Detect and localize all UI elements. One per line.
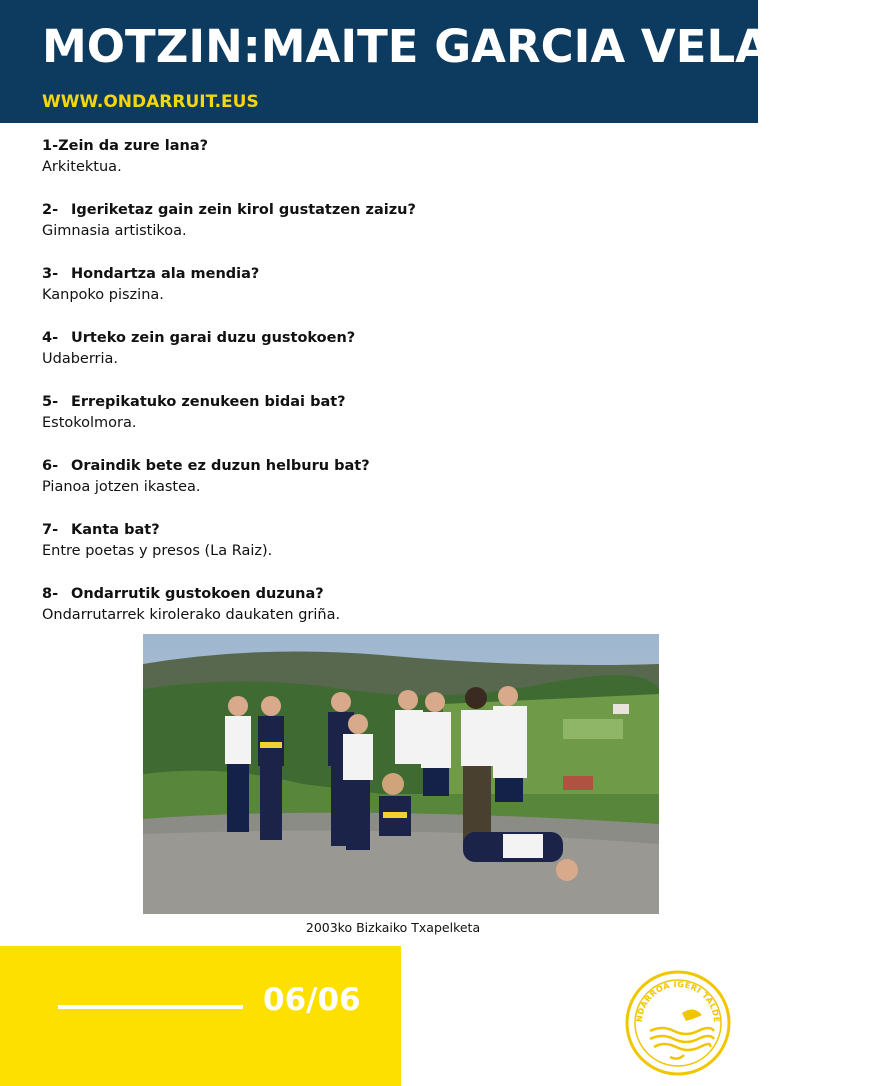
footer-band [0, 946, 401, 1086]
qa-item-2 [42, 200, 682, 242]
question-text: Kanta bat? [71, 522, 160, 538]
question-number: 1- [42, 138, 59, 154]
qa-item-4 [42, 328, 682, 370]
question [42, 456, 682, 476]
question-text: Hondartza ala mendia? [71, 266, 260, 282]
question-number: 3- [42, 266, 59, 282]
question [42, 328, 682, 348]
answer: Arkitektua. [42, 159, 122, 175]
question [42, 136, 682, 156]
team-photo [143, 634, 659, 914]
answer: Ondarrutarrek kirolerako daukaten griña. [42, 607, 341, 623]
question-text: Oraindik bete ez duzun helburu bat? [71, 458, 370, 474]
answer: Pianoa jotzen ikastea. [42, 479, 201, 495]
answer: Estokolmora. [42, 415, 137, 431]
website-link[interactable]: WWW.ONDARRUIT.EUS [42, 92, 259, 112]
page-number: 06/06 [263, 982, 361, 1018]
qa-item-6 [42, 456, 682, 498]
question-number: 5- [42, 394, 59, 410]
qa-item-7 [42, 520, 682, 562]
question-number: 4- [42, 330, 59, 346]
photo-caption: 2003ko Bizkaiko Txapelketa [305, 920, 481, 935]
qa-item-8 [42, 584, 682, 626]
question-text: Zein da zure lana? [58, 138, 209, 154]
answer: Entre poetas y presos (La Raiz). [42, 543, 273, 559]
question-text: Urteko zein garai duzu gustokoen? [71, 330, 356, 346]
answer: Kanpoko piszina. [42, 287, 164, 303]
question-number: 6- [42, 458, 59, 474]
footer-divider [58, 1005, 243, 1009]
qa-item-3 [42, 264, 682, 306]
question [42, 584, 682, 604]
question [42, 264, 682, 284]
question-number: 8- [42, 586, 59, 602]
question [42, 200, 682, 220]
svg-text:ONDARROA IGERI TALDEA: NDARROA IGERI TALDE [634, 979, 722, 1024]
question-number: 7- [42, 522, 59, 538]
page-title: MOTZIN:MAITE GARCIA VELASCO [42, 20, 874, 73]
answer: Gimnasia artistikoa. [42, 223, 187, 239]
qa-item-1 [42, 136, 682, 178]
question-text: Errepikatuko zenukeen bidai bat? [71, 394, 346, 410]
question [42, 520, 682, 540]
question-text: Ondarrutik gustokoen duzuna? [71, 586, 324, 602]
qa-item-5 [42, 392, 682, 434]
question-number: 2- [42, 202, 59, 218]
answer: Udaberria. [42, 351, 119, 367]
club-logo [624, 969, 732, 1077]
question [42, 392, 682, 412]
question-text: Igeriketaz gain zein kirol gustatzen zaizu? [71, 202, 416, 218]
page-header [0, 0, 874, 123]
